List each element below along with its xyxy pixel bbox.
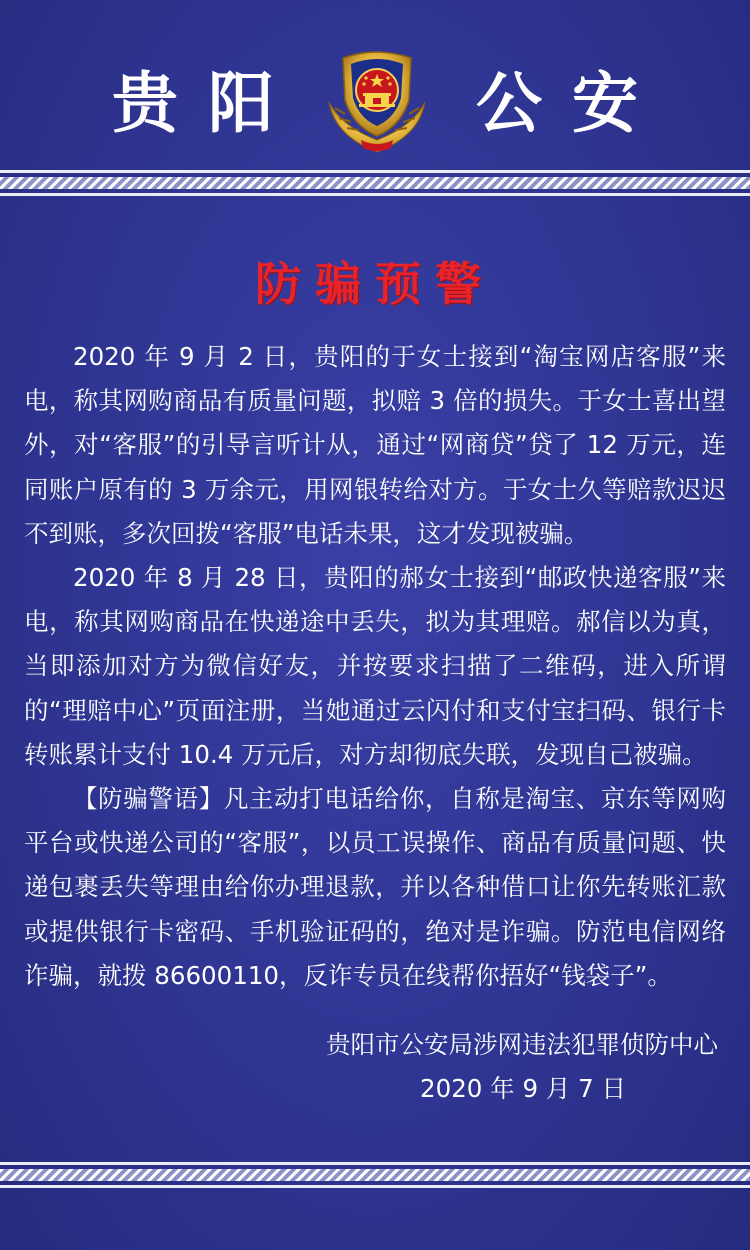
header-char-an: 安 xyxy=(572,64,638,142)
signature xyxy=(326,1023,718,1111)
header-char-gui: 贵 xyxy=(112,64,178,142)
header-char-gong: 公 xyxy=(476,64,542,142)
signature-org: 贵阳市公安局涉网违法犯罪侦防中心 xyxy=(326,1030,718,1059)
divider-line xyxy=(0,193,750,196)
police-emblem-icon xyxy=(321,44,433,156)
divider-line xyxy=(0,1185,750,1188)
signature-date: 2020 年 9 月 7 日 xyxy=(420,1074,626,1103)
divider-stripes xyxy=(0,177,750,189)
divider-line xyxy=(0,1162,750,1165)
divider-line xyxy=(0,170,750,173)
article-body xyxy=(24,335,726,998)
paragraph: 2020 年 8 月 28 日，贵阳的郝女士接到“邮政快递客服”来电，称其网购商品在快递途中丢失，拟为其理赔。郝信以为真，当即添加对方为微信好友，并按要求扫描了二维码，进入所谓的“理赔中心”页面注册，当她通过云闪付和支付宝扫码、银行卡转账累计支付 10.4 万元后，对方却彻底失联，发现自己被骗。 xyxy=(24,563,726,769)
paragraph: 2020 年 9 月 2 日，贵阳的于女士接到“淘宝网店客服”来电，称其网购商品有质量问题，拟赔 3 倍的损失。于女士喜出望外，对“客服”的引导言听计从，通过“网商贷”贷了 12 万元，连同账户原有的 3 万余元，用网银转给对方。于女士久等赔款迟迟不到账，多次回拨“客服”电话未果，这才发现被骗。 xyxy=(24,342,726,548)
divider-stripes xyxy=(0,1169,750,1181)
header-char-yang: 阳 xyxy=(208,64,274,142)
header xyxy=(0,0,750,165)
page-title: 防骗预警 xyxy=(255,257,495,311)
paragraph: 【防骗警语】凡主动打电话给你，自称是淘宝、京东等网购平台或快递公司的“客服”，以员工误操作、商品有质量问题、快递包裹丢失等理由给你办理退款，并以各种借口让你先转账汇款或提供银行卡密码、手机验证码的，绝对是诈骗。防范电信网络诈骗，就拨 86600110，反诈专员在线帮你捂好“钱袋子”。 xyxy=(24,784,726,990)
